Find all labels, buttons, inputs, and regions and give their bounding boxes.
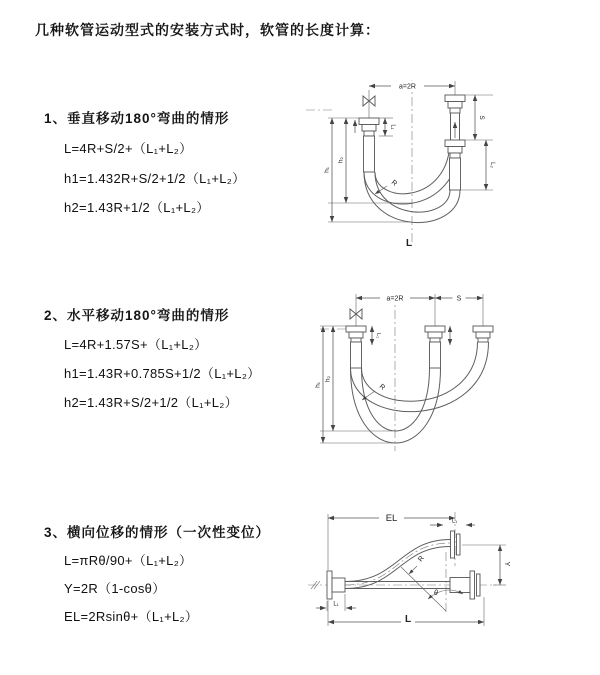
formula-line: h2=1.43R+1/2（L₁+L₂） (64, 200, 210, 215)
formula-line: h2=1.43R+S/2+1/2（L₁+L₂） (64, 395, 238, 410)
centerlines (308, 512, 496, 614)
length-label: L (405, 238, 413, 249)
dimension-l1-left (316, 594, 356, 611)
dimension-a2r (356, 293, 435, 326)
radius-label: R (389, 179, 399, 188)
dim-label-l1-left: L₁ (333, 601, 339, 608)
dim-label-l1: L₁ (375, 333, 381, 338)
formula-line: EL=2Rsinθ+（L₁+L₂） (64, 609, 199, 624)
left-flange (346, 326, 366, 368)
dim-label-y: Y (503, 561, 510, 567)
dimension-l (328, 597, 484, 626)
dim-label-h2: h₂ (324, 375, 332, 383)
left-flange (327, 571, 345, 599)
vertical-180-bend-diagram (303, 70, 593, 260)
dimension-l1-top (430, 519, 475, 526)
section-3-heading: 3、横向位移的情形（一次性变位） (44, 525, 271, 540)
dim-label-h1: h₁ (314, 382, 322, 388)
dim-label-s: S (478, 115, 485, 120)
dim-label-a2r: a=2R (386, 295, 404, 303)
formula-line: L=πRθ/90+（L₁+L₂） (64, 553, 193, 568)
dim-label-el: EL (385, 513, 398, 524)
right-lower-flange (445, 140, 465, 190)
theta-label: θ (434, 590, 438, 597)
dim-label-l2: L₂ (489, 162, 495, 168)
section-1-heading: 1、垂直移动180°弯曲的情形 (44, 111, 230, 126)
section-2-heading: 2、水平移动180°弯曲的情形 (44, 308, 230, 323)
formula-line: L=4R+1.57S+（L₁+L₂） (64, 337, 208, 352)
dimension-s (435, 293, 483, 326)
formula-line: h1=1.432R+S/2+1/2（L₁+L₂） (64, 171, 246, 186)
dim-label-s: S (456, 295, 462, 303)
radius-callout (362, 383, 386, 400)
horizontal-180-bend-diagram (300, 283, 600, 463)
dim-label-l1-top: L₁ (451, 518, 458, 525)
valve-icon (363, 90, 375, 118)
left-flange (359, 118, 379, 172)
dimension-s (465, 95, 493, 140)
radius-label: R (417, 554, 426, 564)
middle-flange (425, 326, 445, 368)
page-title: 几种软管运动型式的安装方式时，软管的长度计算： (35, 22, 380, 38)
hose-curves (351, 342, 489, 443)
dim-label-l1: L₁ (389, 124, 396, 130)
length-label: L (404, 614, 412, 625)
radius-label: R (377, 383, 387, 392)
formula-line: h1=1.43R+0.785S+1/2（L₁+L₂） (64, 366, 261, 381)
formula-line: Y=2R（1-cosθ） (64, 581, 166, 596)
dimension-l1 (379, 118, 396, 136)
right-flange (473, 326, 493, 342)
valve-icon (350, 303, 362, 326)
centerlines (306, 80, 412, 242)
lateral-displacement-diagram (300, 500, 600, 655)
formula-line: L=4R+S/2+（L₁+L₂） (64, 141, 193, 156)
dimension-l2 (461, 140, 495, 190)
radius-callout (375, 179, 398, 194)
dim-label-a2r: a=2R (399, 83, 416, 91)
dim-label-h1: h₁ (323, 167, 331, 173)
dim-label-h2: h₂ (337, 156, 345, 164)
